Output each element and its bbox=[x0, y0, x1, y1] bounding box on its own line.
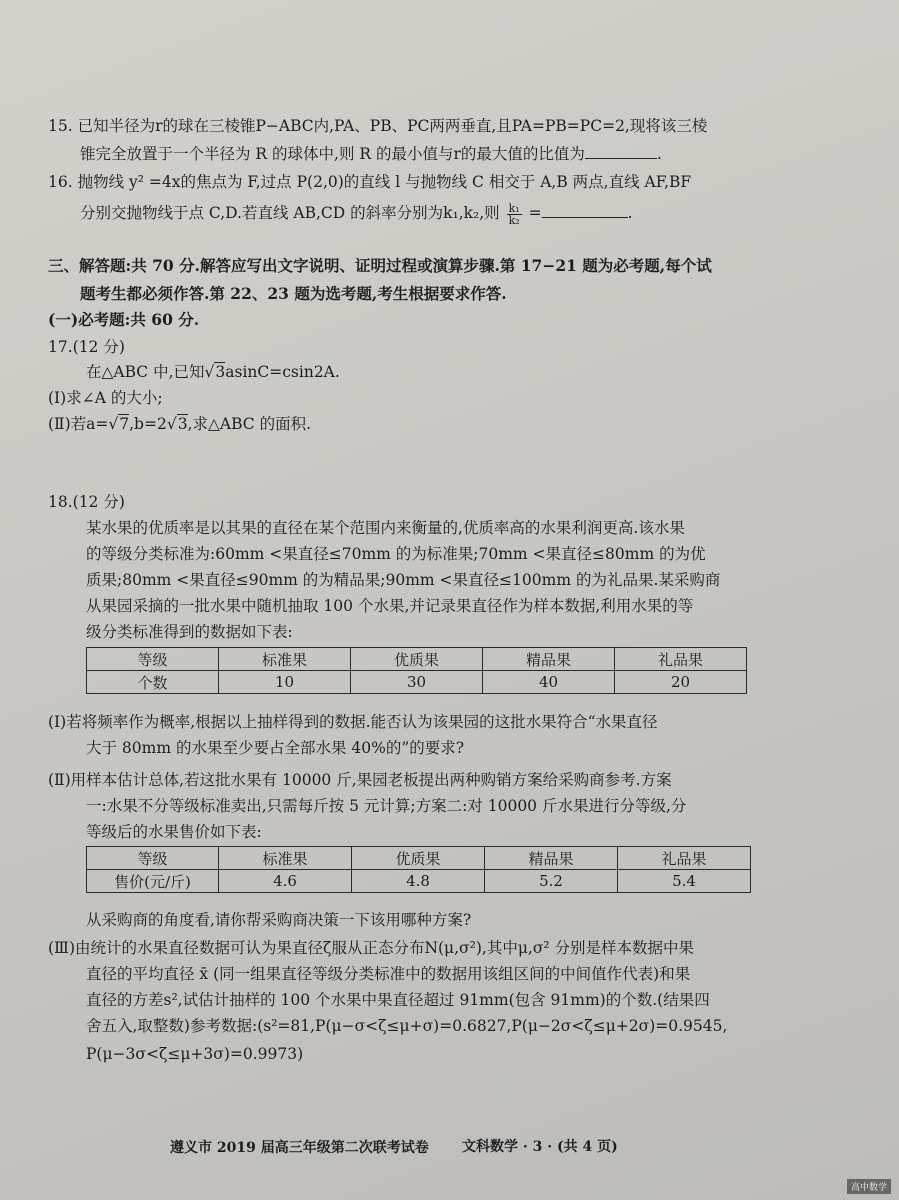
q16-fraction bbox=[507, 203, 522, 226]
table-header-cell: 标准果 bbox=[219, 648, 351, 671]
table-cell: 5.4 bbox=[618, 870, 751, 893]
section3-line2: 题考生都必须作答.第 22、23 题为选考题,考生根据要求作答. bbox=[80, 284, 507, 303]
table-header-cell: 礼品果 bbox=[618, 847, 751, 870]
table-row bbox=[87, 648, 747, 671]
table-header-cell: 等级 bbox=[87, 847, 219, 870]
section3-line3: (一)必考题:共 60 分. bbox=[48, 310, 200, 329]
q17-stem bbox=[86, 362, 340, 382]
footer-page-info: 文科数学 · 3 · (共 4 页) bbox=[462, 1139, 618, 1155]
q18-part1-line: 大于 80mm 的水果至少要占全部水果 40%的”的要求? bbox=[86, 739, 465, 757]
table-row bbox=[87, 870, 751, 893]
table-cell: 5.2 bbox=[485, 870, 618, 893]
q18-part2-end: 从采购商的角度看,请你帮采购商决策一下该用哪种方案? bbox=[86, 911, 472, 929]
q17-p2-b: ,b=2√ bbox=[129, 415, 177, 433]
q18-part2-line: (Ⅱ)用样本估计总体,若这批水果有 10000 斤,果园老板提出两种购销方案给采购商参考.方案 bbox=[48, 771, 672, 789]
section3-line1: 三、解答题:共 70 分.解答应写出文字说明、证明过程或演算步骤.第 17−21 题为必考题,每个试 bbox=[48, 256, 712, 275]
q15-answer-blank bbox=[585, 158, 657, 159]
table-row bbox=[87, 847, 751, 870]
q16-frac-num: k₁ bbox=[508, 201, 520, 215]
q16-line1: 16. 抛物线 y² =4x的焦点为 F,过点 P(2,0)的直线 l 与抛物线 C 相交于 A,B 两点,直线 AF,BF bbox=[48, 173, 692, 191]
q18-stem-line: 级分类标准得到的数据如下表: bbox=[86, 623, 293, 641]
table-cell: 40 bbox=[483, 671, 615, 694]
q18-stem-line: 从果园采摘的一批水果中随机抽取 100 个水果,并记录果直径作为样本数据,利用水果的等 bbox=[86, 597, 694, 615]
table-header-cell: 等级 bbox=[87, 648, 219, 671]
grade-price-table bbox=[86, 846, 751, 893]
q17-head: 17.(12 分) bbox=[48, 338, 125, 356]
q16-frac-den: k₂ bbox=[508, 213, 520, 227]
table-cell: 10 bbox=[219, 671, 351, 694]
q18-head: 18.(12 分) bbox=[48, 493, 125, 511]
q16-line2-text: 分别交抛物线于点 C,D.若直线 AB,CD 的斜率分别为k₁,k₂,则 bbox=[80, 204, 500, 222]
q15-line1: 15. 已知半径为r的球在三棱锥P−ABC内,PA、PB、PC两两垂直,且PA=PB=PC=2,现将该三棱 bbox=[48, 117, 708, 135]
q18-part2-line: 一:水果不分等级标准卖出,只需每斤按 5 元计算;方案二:对 10000 斤水果进行分等级,分 bbox=[86, 797, 687, 815]
table-header-cell: 优质果 bbox=[352, 847, 485, 870]
q16-answer-blank bbox=[542, 217, 628, 218]
q18-stem-line: 某水果的优质率是以其果的直径在某个范围内来衡量的,优质率高的水果利润更高.该水果 bbox=[86, 519, 685, 537]
q17-p2-a: (Ⅱ)若a=√ bbox=[48, 415, 119, 433]
q17-p2-c: ,求△ABC 的面积. bbox=[187, 415, 312, 433]
q18-part3-line: 直径的平均直径 x̄ (同一组果直径等级分类标准中的数据用该组区间的中间值作代表)和果 bbox=[86, 965, 691, 983]
q18-part3-line: 直径的方差s²,试估计抽样的 100 个水果中果直径超过 91mm(包含 91mm)的个数.(结果四 bbox=[86, 991, 710, 1009]
q18-stem-line: 的等级分类标准为:60mm <果直径≤70mm 的为标准果;70mm <果直径≤80mm 的为优 bbox=[86, 545, 706, 563]
q18-part1-line: (Ⅰ)若将频率作为概率,根据以上抽样得到的数据.能否认为该果园的这批水果符合“水果直径 bbox=[48, 713, 658, 731]
q18-part3-line: P(μ−3σ<ζ≤μ+3σ)=0.9973) bbox=[86, 1045, 304, 1063]
q18-stem-line: 质果;80mm <果直径≤90mm 的为精品果;90mm <果直径≤100mm 的为礼品果.某采购商 bbox=[86, 571, 721, 589]
q17-p2-root1: 7 bbox=[119, 415, 130, 433]
table-cell: 4.6 bbox=[219, 870, 352, 893]
q15-line2: 锥完全放置于一个半径为 R 的球体中,则 R 的最小值与r的最大值的比值为 . bbox=[80, 145, 662, 163]
q17-p2-root2: 3 bbox=[177, 415, 188, 433]
q18-part3-line: 舍五入,取整数)参考数据:(s²=81,P(μ−σ<ζ≤μ+σ)=0.6827,P(μ−2σ<ζ≤μ+2σ)=0.9545, bbox=[86, 1017, 728, 1035]
q17-stem-root: 3 bbox=[215, 363, 226, 381]
table-cell: 20 bbox=[615, 671, 747, 694]
q18-part2-line: 等级后的水果售价如下表: bbox=[86, 823, 262, 841]
q18-part3-line: (Ⅲ)由统计的水果直径数据可认为果直径ζ服从正态分布N(μ,σ²),其中μ,σ² 分别是样本数据中果 bbox=[48, 939, 695, 957]
table-header-cell: 优质果 bbox=[351, 648, 483, 671]
watermark-label: 高中数学 bbox=[847, 1179, 891, 1194]
table-header-cell: 精品果 bbox=[483, 648, 615, 671]
q16-line2: 分别交抛物线于点 C,D.若直线 AB,CD 的斜率分别为k₁,k₂,则 $\frac{\text{k₁}}{\text{k₂}}$ = . bbox=[80, 201, 633, 227]
q16-equals: = bbox=[528, 204, 542, 222]
q17-part2 bbox=[48, 414, 311, 434]
q17-stem-a: 在△ABC 中,已知√ bbox=[86, 363, 215, 381]
table-header-cell: 礼品果 bbox=[615, 648, 747, 671]
table-row bbox=[87, 671, 747, 694]
q15-line2-text: 锥完全放置于一个半径为 R 的球体中,则 R 的最小值与r的最大值的比值为 bbox=[80, 145, 585, 163]
table-cell: 30 bbox=[351, 671, 483, 694]
q17-part1: (Ⅰ)求∠A 的大小; bbox=[48, 389, 163, 407]
table-cell: 个数 bbox=[87, 671, 219, 694]
table-cell: 售价(元/斤) bbox=[87, 870, 219, 893]
table-header-cell: 精品果 bbox=[485, 847, 618, 870]
footer-exam-name: 遵义市 2019 届高三年级第二次联考试卷 bbox=[170, 1140, 429, 1156]
table-cell: 4.8 bbox=[352, 870, 485, 893]
grade-count-table bbox=[86, 647, 747, 694]
q17-stem-b: asinC=csin2A. bbox=[225, 363, 340, 381]
table-header-cell: 标准果 bbox=[219, 847, 352, 870]
